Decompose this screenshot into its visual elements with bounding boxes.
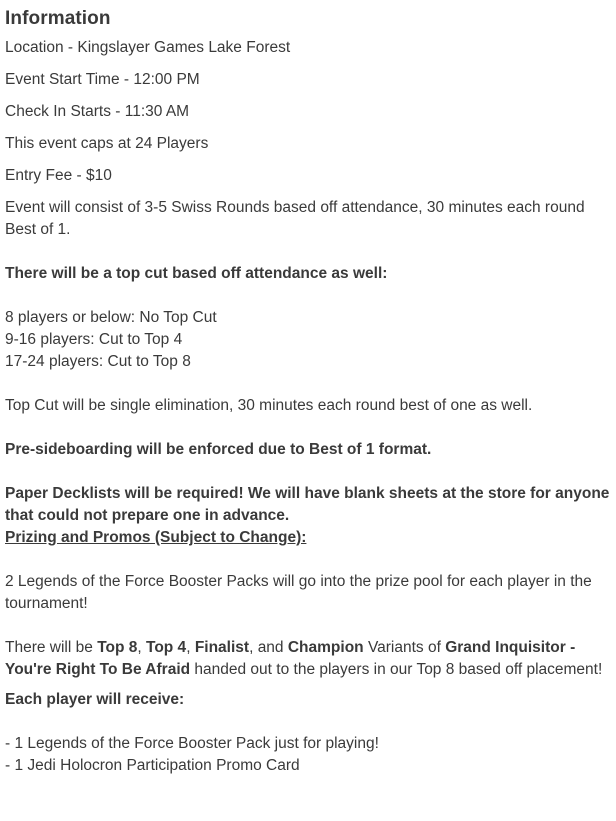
variants-text-part: There will be [5, 639, 98, 656]
prizing-heading: Prizing and Promos (Subject to Change): [5, 529, 307, 546]
variant-top4: Top 4 [146, 639, 187, 656]
top-cut-rule: 8 players or below: No Top Cut [5, 309, 217, 326]
variant-top8: Top 8 [97, 639, 138, 656]
check-in-line: Check In Starts - 11:30 AM [5, 103, 190, 120]
variants-text-part: handed out to the players in our Top 8 based off placement! [190, 661, 603, 678]
information-heading: Information [5, 8, 111, 29]
variant-finalist: Finalist [194, 639, 250, 656]
promo-card-name: Grand Inquisitor - You're Right To Be Afraid [5, 639, 576, 678]
variants-text-part: Variants of [363, 639, 446, 656]
top-cut-heading: There will be a top cut based off attendance as well: [5, 265, 388, 282]
presideboarding-text: Pre-sideboarding will be enforced due to Best of 1 format. [5, 441, 432, 458]
top-cut-note: Top Cut will be single elimination, 30 minutes each round best of one as well. [5, 397, 533, 414]
each-player-item: - 1 Jedi Holocron Participation Promo Card [5, 757, 300, 774]
player-cap-line: This event caps at 24 Players [5, 135, 209, 152]
top-cut-rule: 17-24 players: Cut to Top 8 [5, 353, 191, 370]
variants-text-part: , [137, 639, 146, 656]
decklists-text: Paper Decklists will be required! We will have blank sheets at the store for anyone that could not prepare one in advance. [5, 485, 610, 524]
prize-pool-text: 2 Legends of the Force Booster Packs will go into the prize pool for each player in the tournament! [5, 573, 592, 612]
entry-fee-line: Entry Fee - $10 [5, 167, 112, 184]
each-player-item: - 1 Legends of the Force Booster Pack just for playing! [5, 735, 379, 752]
location-line: Location - Kingslayer Games Lake Forest [5, 39, 291, 56]
top-cut-rule: 9-16 players: Cut to Top 4 [5, 331, 183, 348]
each-player-heading: Each player will receive: [5, 691, 185, 708]
variants-text-part: , and [249, 639, 288, 656]
variant-champion: Champion [287, 639, 364, 656]
variants-text-part: , [186, 639, 195, 656]
start-time-line: Event Start Time - 12:00 PM [5, 71, 200, 88]
swiss-rounds-text: Event will consist of 3-5 Swiss Rounds based off attendance, 30 minutes each round Best of 1. [5, 199, 585, 238]
variants-text [5, 637, 610, 681]
